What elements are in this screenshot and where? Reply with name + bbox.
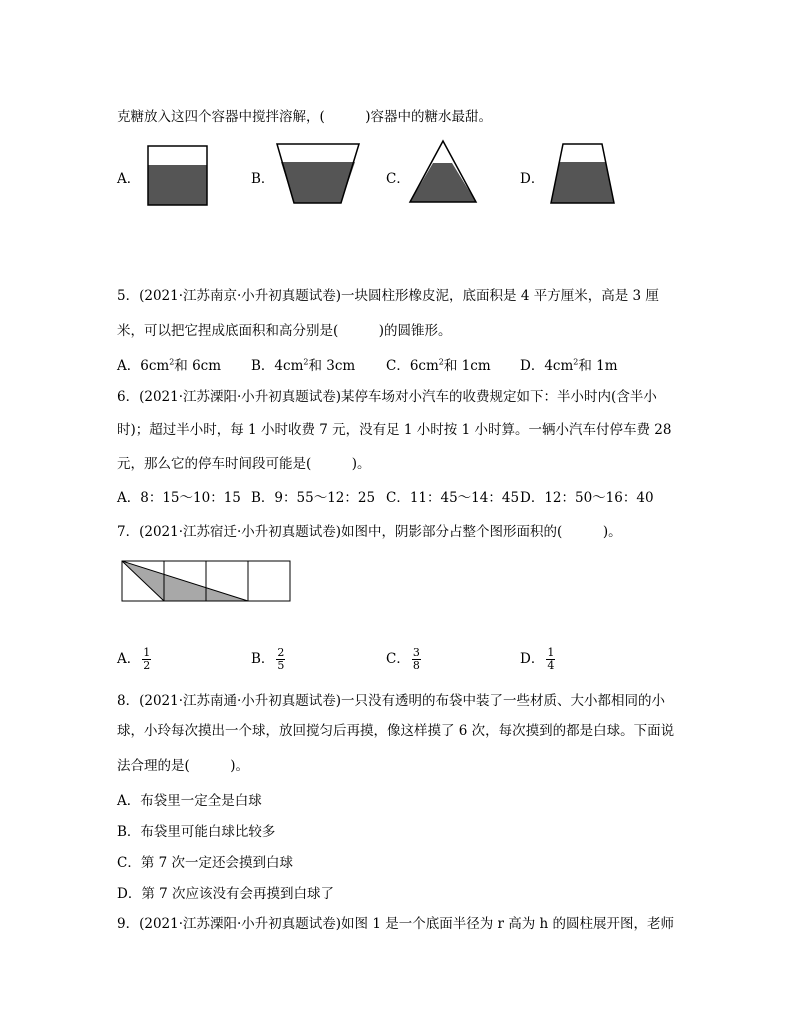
q5-option-c-area: 6cm bbox=[409, 358, 439, 374]
q8-line-3: 法合理的是( )。 bbox=[117, 758, 250, 774]
q4-option-a-label: A． bbox=[117, 171, 141, 187]
q4-container-a bbox=[146, 144, 210, 208]
q5-option-a-rest: 和 6cm bbox=[174, 358, 222, 374]
q4-container-b bbox=[275, 142, 361, 206]
q5-option-d-area: 4cm bbox=[544, 358, 574, 374]
q5-option-a-sup: 2 bbox=[169, 357, 175, 367]
q4-option-d-label: D． bbox=[520, 171, 545, 187]
q6-line-3: 元，那么它的停车时间段可能是( )。 bbox=[117, 456, 371, 472]
q4-option-c-label: C． bbox=[386, 171, 410, 187]
q5-option-c bbox=[386, 354, 491, 374]
q5-option-b-area: 4cm bbox=[274, 358, 304, 374]
q7-option-a-label: A． bbox=[117, 651, 141, 667]
q4-container-d-liquid bbox=[551, 162, 614, 203]
q6-option-a: A．8：15～10：15 bbox=[117, 490, 241, 506]
q7-option-d-fraction: $\frac{1}{4}$ bbox=[547, 646, 555, 672]
q5-option-c-label: C． bbox=[386, 358, 410, 374]
q9-line-1: 9．(2021·江苏溧阳·小升初真题试卷)如图 1 是一个底面半径为 r 高为 h 的圆柱展开图，老师 bbox=[117, 916, 675, 932]
q8-option-d: D．第 7 次应该没有会再摸到白球了 bbox=[117, 886, 334, 902]
q7-option-d bbox=[520, 647, 555, 672]
q5-option-d bbox=[520, 354, 618, 374]
q5-option-b-rest: 和 3cm bbox=[308, 358, 356, 374]
q8-line-1: 8．(2021·江苏南通·小升初真题试卷)一只没有透明的布袋中装了一些材质、大小都相同的小 bbox=[117, 693, 666, 709]
q7-line-1: 7．(2021·江苏宿迁·小升初真题试卷)如图中，阴影部分占整个图形面积的( )。 bbox=[117, 524, 622, 540]
q8-option-c: C．第 7 次一定还会摸到白球 bbox=[117, 855, 294, 871]
q4-option-b-label: B． bbox=[251, 171, 275, 187]
q4-container-d bbox=[549, 142, 617, 206]
q5-line-2: 米，可以把它捏成底面积和高分别是( )的圆锥形。 bbox=[117, 323, 452, 339]
q8-option-a: A．布袋里一定全是白球 bbox=[117, 793, 262, 809]
q7-option-c-label: C． bbox=[386, 651, 410, 667]
q6-option-c: C．11：45～14：45 bbox=[386, 490, 520, 506]
q7-option-d-label: D． bbox=[520, 651, 545, 667]
q5-option-a-label: A． bbox=[117, 358, 141, 374]
q5-option-a bbox=[117, 354, 221, 374]
q7-option-a-fraction: $\frac{1}{2}$ bbox=[143, 646, 151, 672]
q7-option-c-fraction: $\frac{3}{8}$ bbox=[412, 646, 420, 672]
q5-option-d-rest: 和 1m bbox=[578, 358, 618, 374]
q7-option-a bbox=[117, 647, 151, 672]
q5-option-b-label: B． bbox=[251, 358, 275, 374]
q7-grid-figure bbox=[120, 559, 292, 604]
q8-option-b: B．布袋里可能白球比较多 bbox=[117, 824, 276, 840]
q4-stem: 克糖放入这四个容器中搅拌溶解，( )容器中的糖水最甜。 bbox=[117, 109, 493, 125]
q8-line-2: 球，小玲每次摸出一个球，放回搅匀后再摸，像这样摸了 6 次，每次摸到的都是白球。下面说 bbox=[117, 723, 675, 739]
q5-option-d-label: D． bbox=[520, 358, 545, 374]
q5-option-c-rest: 和 1cm bbox=[443, 358, 491, 374]
q7-option-b-label: B． bbox=[251, 651, 275, 667]
q7-option-b-fraction: $\frac{2}{5}$ bbox=[277, 646, 285, 672]
q5-line-1: 5．(2021·江苏南京·小升初真题试卷)一块圆柱形橡皮泥，底面积是 4 平方厘米，高是 3 厘 bbox=[117, 288, 659, 304]
q4-container-c bbox=[408, 139, 478, 205]
q5-option-b-sup: 2 bbox=[303, 357, 309, 367]
q6-option-b: B．9：55～12：25 bbox=[251, 490, 376, 506]
q6-line-1: 6．(2021·江苏溧阳·小升初真题试卷)某停车场对小汽车的收费规定如下：半小时内(含半小 bbox=[117, 389, 657, 405]
q5-option-d-sup: 2 bbox=[573, 357, 579, 367]
q6-line-2: 时)；超过半小时，每 1 小时收费 7 元，没有足 1 小时按 1 小时算。一辆小汽车付停车费 28 bbox=[117, 422, 672, 438]
q7-option-c bbox=[386, 647, 421, 672]
q4-container-a-liquid bbox=[148, 165, 207, 205]
q5-option-c-sup: 2 bbox=[438, 357, 444, 367]
q5-option-a-area: 6cm bbox=[140, 358, 170, 374]
q6-option-d: D．12：50～16：40 bbox=[520, 490, 654, 506]
q5-option-b bbox=[251, 354, 355, 374]
q7-option-b bbox=[251, 647, 285, 672]
